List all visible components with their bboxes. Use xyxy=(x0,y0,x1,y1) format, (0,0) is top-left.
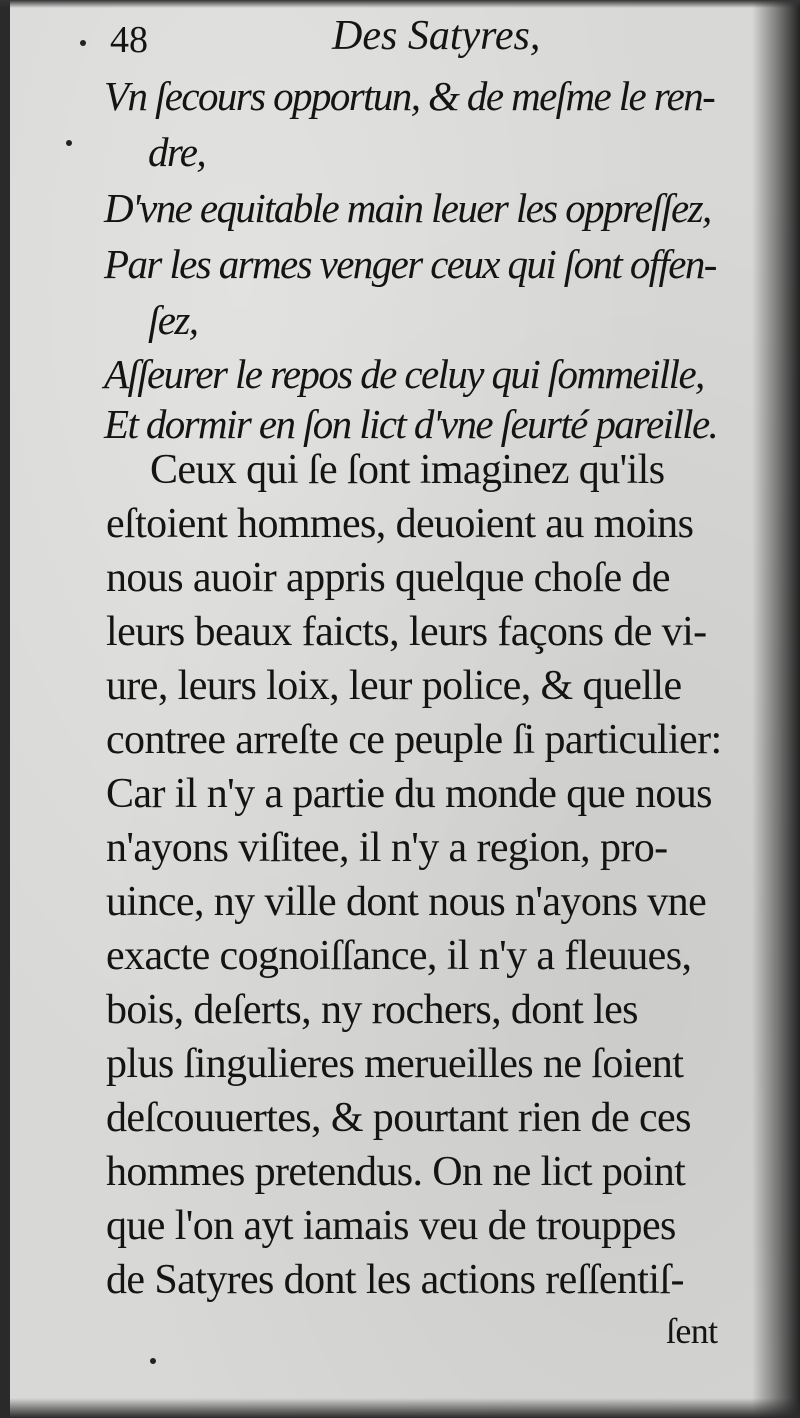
ink-speck xyxy=(80,40,86,46)
page-edge-left xyxy=(0,0,10,1418)
verse-line: Aſſeurer le repos de celuy qui ſommeille, xyxy=(104,351,704,397)
prose-line: nous auoir appris quelque choſe de xyxy=(106,555,670,601)
verse-line: Vn ſecours opportun, & de meſme le ren- xyxy=(104,73,715,119)
verse-line: Par les armes venger ceux qui ſont offen- xyxy=(104,241,716,287)
prose-line: Car il n'y a partie du monde que nous xyxy=(106,771,712,817)
prose-line: exacte cognoiſſance, il n'y a fleuues, xyxy=(106,933,692,979)
prose-line: hommes pretendus. On ne lict point xyxy=(106,1149,686,1195)
prose-line: n'ayons viſitee, il n'y a region, pro- xyxy=(106,825,668,871)
prose-line: plus ſingulieres merueilles ne ſoient xyxy=(106,1041,684,1087)
verse-line: dre, xyxy=(148,129,205,175)
prose-line: ure, leurs loix, leur police, & quelle xyxy=(106,663,682,709)
prose-line: leurs beaux faicts, leurs façons de vi- xyxy=(106,609,707,655)
ink-speck xyxy=(150,1358,156,1364)
page-edge-top xyxy=(0,0,800,8)
catchword: ſent xyxy=(666,1311,718,1351)
page-edge-right xyxy=(752,0,800,1418)
verse-line: D'vne equitable main leuer les oppreſſez, xyxy=(104,185,711,231)
prose-line: contree arreſte ce peuple ſi particulier: xyxy=(106,717,722,763)
prose-line: de Satyres dont les actions reſſentiſ- xyxy=(106,1257,684,1303)
prose-line: deſcouuertes, & pourtant rien de ces xyxy=(106,1095,691,1141)
verse-line: ſez, xyxy=(148,297,198,343)
page-number: 48 xyxy=(110,19,148,61)
page-edge-bottom xyxy=(0,1398,800,1418)
prose-line: Ceux qui ſe ſont imaginez qu'ils xyxy=(150,447,665,493)
prose-line: que l'on ayt iamais veu de trouppes xyxy=(106,1203,676,1249)
verse-line: Et dormir en ſon lict d'vne ſeurté pareille. xyxy=(104,401,718,447)
ink-speck xyxy=(66,140,72,146)
prose-line: eſtoient hommes, deuoient au moins xyxy=(106,501,694,547)
prose-line: uince, ny ville dont nous n'ayons vne xyxy=(106,879,707,925)
running-title: Des Satyres, xyxy=(332,13,541,59)
running-header xyxy=(110,12,740,60)
prose-line: bois, deſerts, ny rochers, dont les xyxy=(106,987,638,1033)
